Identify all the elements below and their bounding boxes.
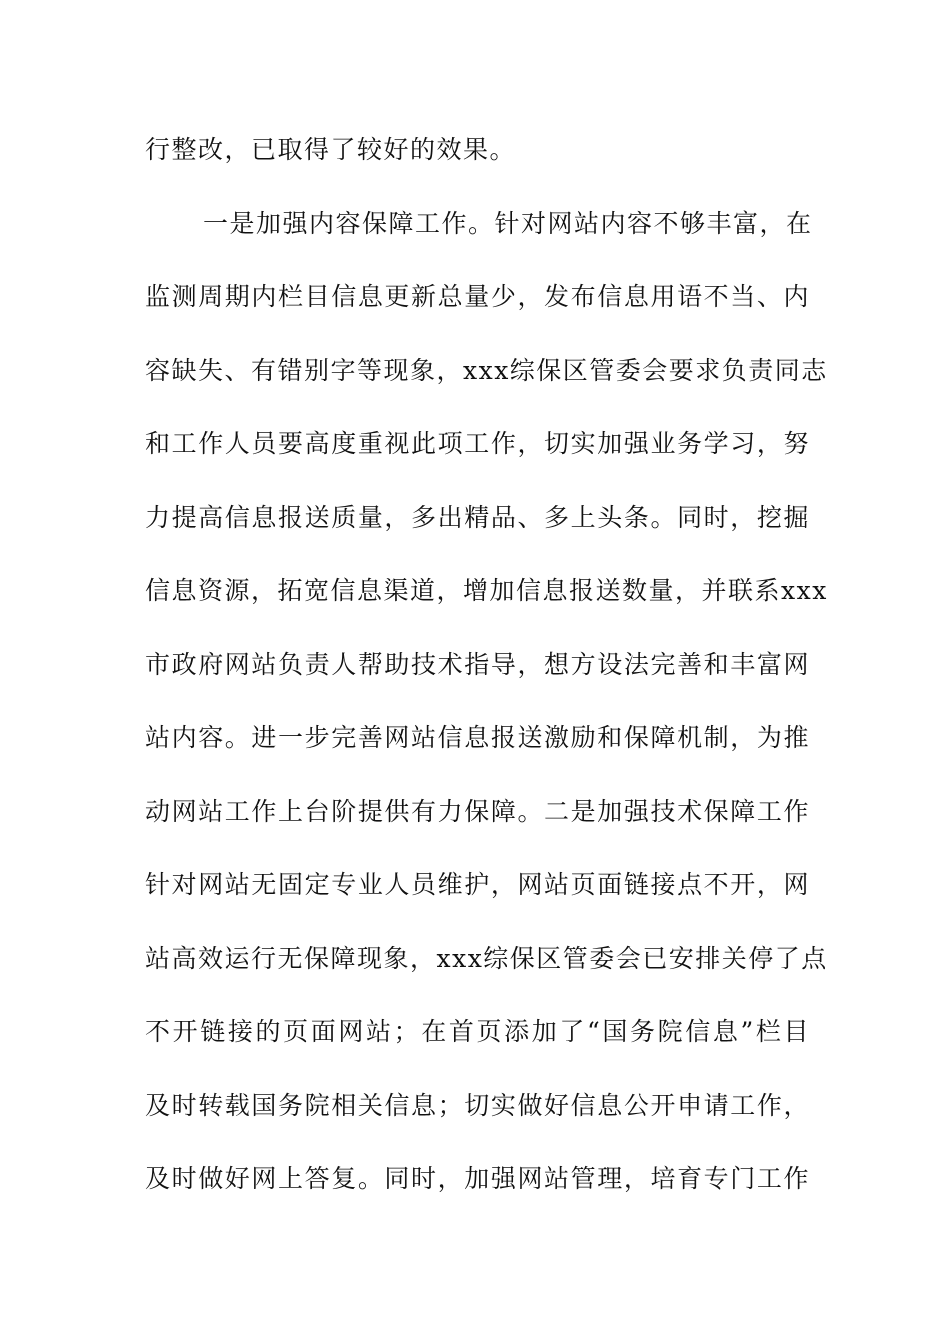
text-line: 信息资源，拓宽信息渠道，增加信息报送数量，并联系xxx — [145, 576, 828, 605]
text-line: 一是加强内容保障工作。针对网站内容不够丰富，在 — [203, 208, 813, 238]
text-line: 站高效运行无保障现象，xxx综保区管委会已安排关停了点 — [145, 943, 828, 973]
body-text — [145, 126, 828, 1229]
text-line: 针对网站无固定专业人员维护，网站页面链接点不开，网 — [145, 870, 810, 899]
text-line: 监测周期内栏目信息更新总量少，发布信息用语不当、内 — [145, 282, 810, 311]
text-line: 和工作人员要高度重视此项工作，切实加强业务学习，努 — [145, 429, 810, 458]
text-line: 及时转载国务院相关信息；切实做好信息公开申请工作， — [145, 1090, 810, 1120]
text-line: 站内容。进一步完善网站信息报送激励和保障机制，为推 — [145, 723, 810, 752]
text-line: 及时做好网上答复。同时，加强网站管理，培育专门工作 — [145, 1164, 810, 1193]
text-line: 动网站工作上台阶提供有力保障。二是加强技术保障工作 — [145, 796, 810, 826]
text-line: 行整改，已取得了较好的效果。 — [145, 135, 517, 164]
text-line: 力提高信息报送质量，多出精品、多上头条。同时，挖掘 — [145, 502, 810, 532]
text-line: 容缺失、有错别字等现象，xxx综保区管委会要求负责同志 — [145, 355, 828, 385]
text-line: 市政府网站负责人帮助技术指导，想方设法完善和丰富网 — [145, 649, 810, 679]
text-line: 不开链接的页面网站；在首页添加了“国务院信息”栏目 — [145, 1017, 810, 1046]
